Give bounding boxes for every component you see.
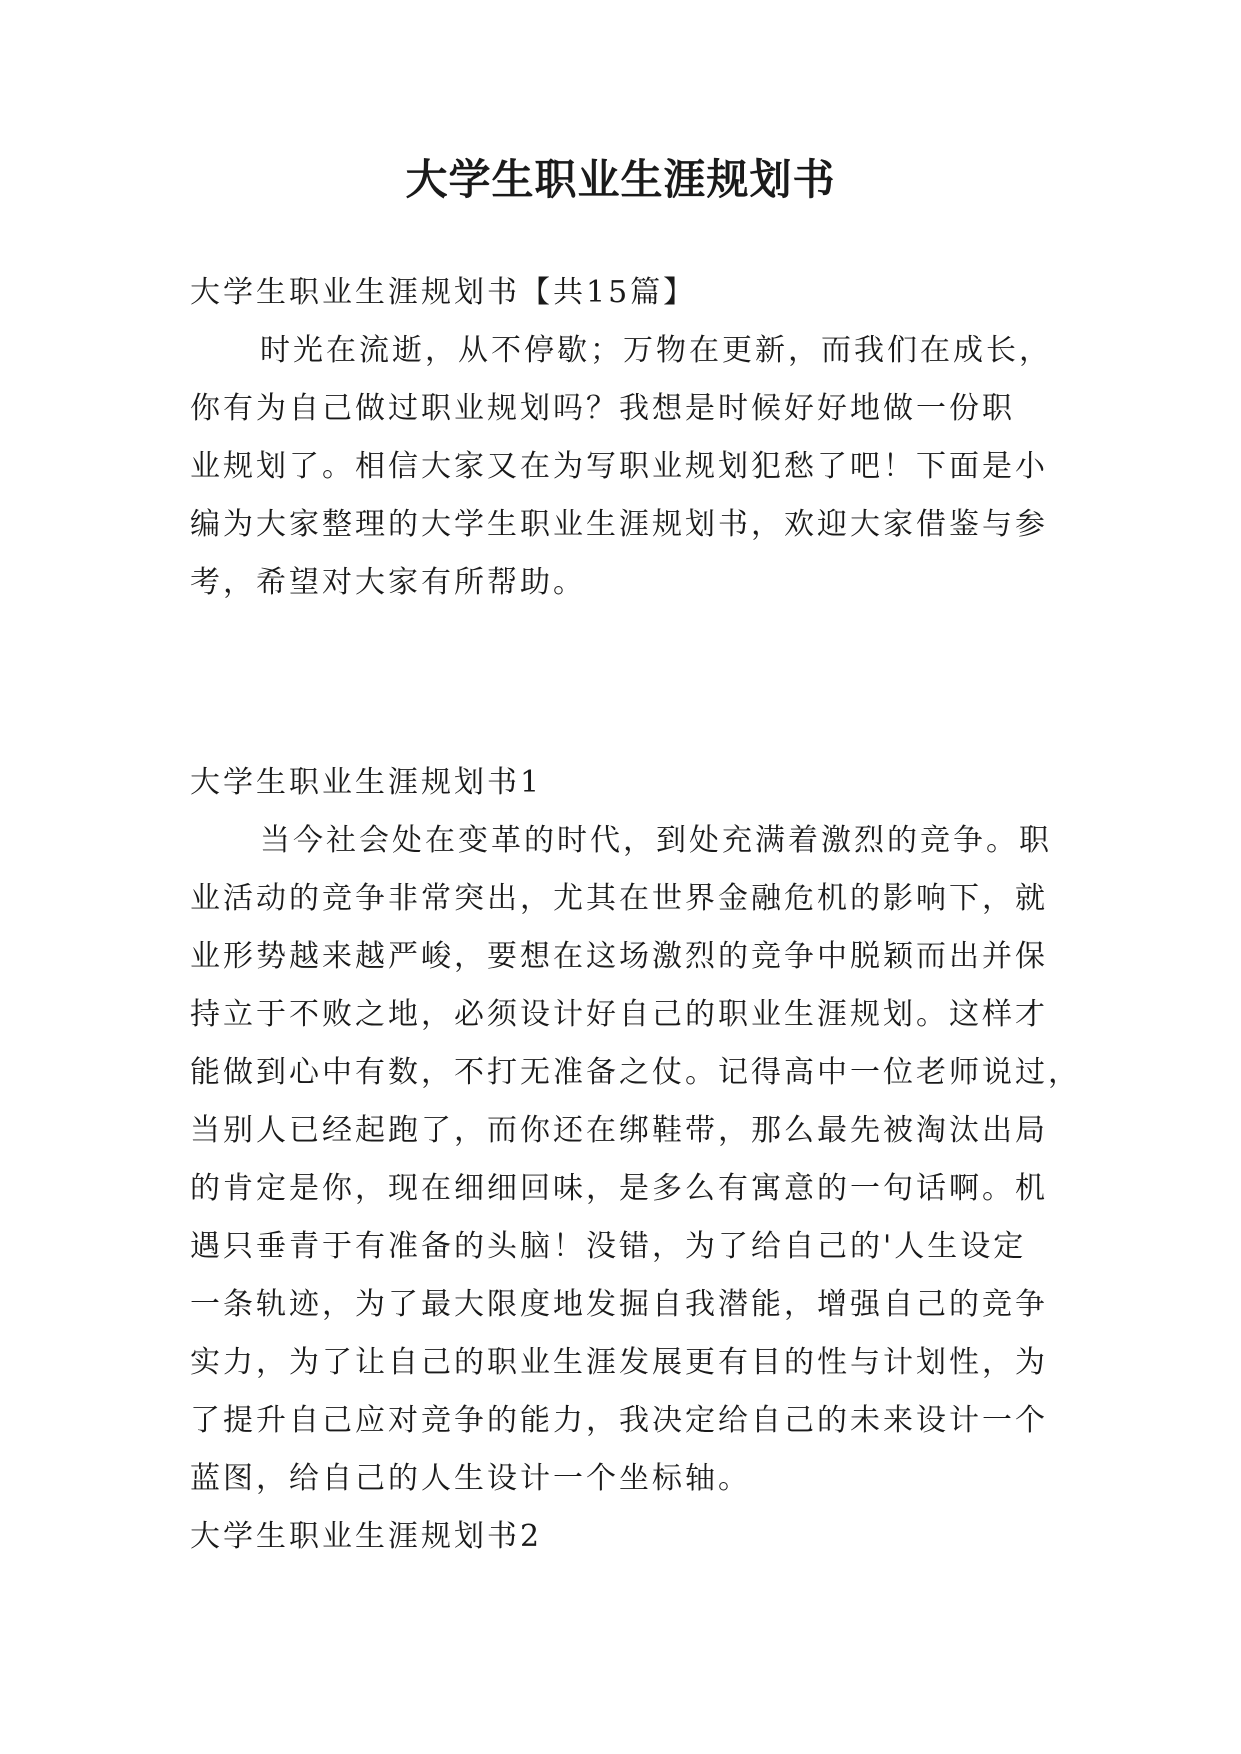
section-line: 了提升自己应对竞争的能力，我决定给自己的未来设计一个 (190, 1403, 1048, 1438)
section-line: 业形势越来越严峻，要想在这场激烈的竞争中脱颖而出并保 (190, 939, 1048, 974)
document-body (190, 264, 1081, 1566)
intro-line: 考，希望对大家有所帮助。 (190, 565, 586, 600)
section-line: 遇只垂青于有准备的头脑！没错，为了给自己的'人生设定 (190, 1229, 1027, 1264)
document-title: 大学生职业生涯规划书 (405, 155, 836, 204)
section-line: 持立于不败之地，必须设计好自己的职业生涯规划。这样才 (190, 997, 1048, 1032)
section-line: 的肯定是你，现在细细回味，是多么有寓意的一句话啊。机 (190, 1171, 1048, 1206)
section-spacer (190, 612, 1060, 754)
section-heading: 大学生职业生涯规划书1 (190, 765, 543, 800)
section-line: 实力，为了让自己的职业生涯发展更有目的性与计划性，为 (190, 1345, 1048, 1380)
section-line: 一条轨迹，为了最大限度地发掘自我潜能，增强自己的竞争 (190, 1287, 1048, 1322)
section-heading: 大学生职业生涯规划书2 (190, 1519, 543, 1554)
section-line: 蓝图，给自己的人生设计一个坐标轴。 (190, 1461, 751, 1496)
intro-line: 时光在流逝，从不停歇；万物在更新，而我们在成长， (260, 333, 1052, 368)
intro-line: 你有为自己做过职业规划吗？我想是时候好好地做一份职 (190, 391, 1015, 426)
intro-line: 业规划了。相信大家又在为写职业规划犯愁了吧！下面是小 (190, 449, 1048, 484)
section-line: 业活动的竞争非常突出，尤其在世界金融危机的影响下，就 (190, 881, 1048, 916)
section-line: 当别人已经起跑了，而你还在绑鞋带，那么最先被淘汰出局 (190, 1113, 1048, 1148)
section-line: 当今社会处在变革的时代，到处充满着激烈的竞争。职 (260, 823, 1052, 858)
intro-line: 编为大家整理的大学生职业生涯规划书，欢迎大家借鉴与参 (190, 507, 1048, 542)
section-line: 能做到心中有数，不打无准备之仗。记得高中一位老师说过， (190, 1055, 1081, 1090)
document-subtitle: 大学生职业生涯规划书【共15篇】 (190, 275, 697, 310)
